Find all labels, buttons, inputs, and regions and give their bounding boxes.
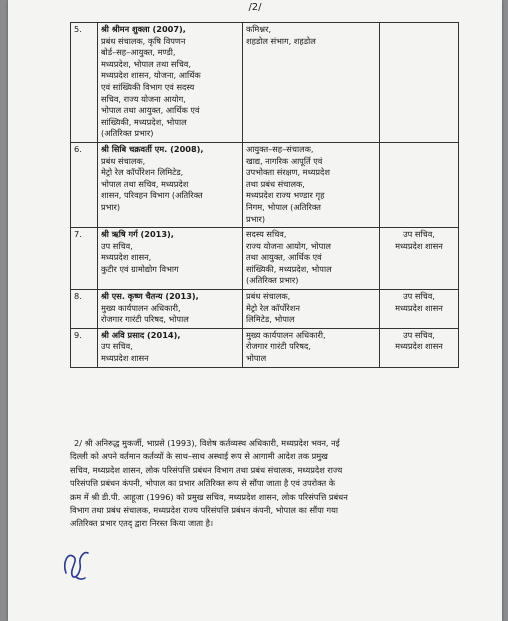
officer-name: श्री एस. कृष्ण चैतन्य (2013), xyxy=(101,291,199,302)
new-post-line: सांख्यिकी, मध्यप्रदेश, भोपाल xyxy=(246,263,332,274)
current-post-line: एवं सांख्यिकी विभाग एवं सदस्य xyxy=(101,81,195,92)
current-post-line: प्रभार) xyxy=(101,201,121,212)
additional-charge-cell xyxy=(380,142,459,227)
additional-charge-line: मध्यप्रदेश शासन xyxy=(395,240,443,251)
current-post-line: मेट्रो रेल कॉर्पोरेशन लिमिटेड, xyxy=(101,167,184,178)
paragraph-line: अतिरिक्त प्रभार एतद् द्वारा निरस्त किया जाता है। xyxy=(70,518,214,529)
current-post-line: भोपाल तथा आयुक्त, आर्थिक एवं xyxy=(101,105,200,116)
new-post-line: लिमिटेड, भोपाल xyxy=(246,314,295,325)
new-post-cell xyxy=(243,328,380,367)
new-post-line: भोपाल xyxy=(246,353,267,364)
new-post-line: कमिश्नर, xyxy=(246,24,272,34)
table-row xyxy=(71,290,459,329)
officer-name: श्री अवि प्रसाद (2014), xyxy=(101,329,181,340)
current-post-line: मध्यप्रदेश शासन xyxy=(101,353,149,364)
paragraph-line: दिल्ली को अपने वर्तमान कर्तव्यों के साथ–साथ अस्थाई रूप से आगामी आदेश तक प्रमुख xyxy=(70,451,328,462)
new-post-line: (अतिरिक्त प्रभार) xyxy=(246,275,299,286)
current-post-line: मध्यप्रदेश शासन, xyxy=(101,252,152,263)
officer-cell xyxy=(98,290,243,329)
document-page xyxy=(8,0,502,621)
additional-charge-line: उप सचिव, xyxy=(403,229,435,240)
new-post-line: मध्यप्रदेश राज्य भण्डार गृह xyxy=(246,190,325,201)
table-row xyxy=(71,23,459,143)
table-row xyxy=(71,142,459,227)
new-post-line: रोजगार गारंटी परिषद, xyxy=(246,341,311,352)
officer-name: श्री सिबि चक्रवर्ती एम. (2008), xyxy=(101,143,204,154)
new-post-cell xyxy=(243,290,380,329)
additional-charge-cell xyxy=(380,228,459,290)
page-number: /2/ xyxy=(248,2,262,13)
current-post-line: कुटीर एवं ग्रामोद्योग विभाग xyxy=(101,263,179,274)
table-row xyxy=(71,228,459,290)
row-number: 9. xyxy=(71,328,98,367)
current-post-line: भोपाल तथा सचिव, मध्यप्रदेश xyxy=(101,178,189,189)
new-post-line: खाद्य, नागरिक आपूर्ति एवं xyxy=(246,155,323,166)
new-post-line: मेट्रो रेल कॉर्पोरेशन xyxy=(246,302,300,313)
additional-charge-line: उप सचिव, xyxy=(403,329,435,340)
current-post-line: सचिव, राज्य योजना आयोग, xyxy=(101,93,186,104)
new-post-line: सदस्य सचिव, xyxy=(246,229,287,240)
additional-charge-line: मध्यप्रदेश शासन xyxy=(395,302,443,313)
current-post-line: बोर्ड–सह–आयुक्त, मण्डी, xyxy=(101,47,176,58)
paragraph-line: 2/ श्री अनिरुद्ध मुकर्जी, भाप्रसे (1993), विशेष कर्तव्यस्थ अधिकारी, मध्यप्रदेश भवन, नई xyxy=(74,438,340,448)
row-number: 6. xyxy=(71,142,98,227)
current-post-line: प्रबंध संचालक, xyxy=(101,155,146,166)
current-post-line: सांख्यिकी, मध्यप्रदेश, भोपाल xyxy=(101,116,187,127)
current-post-line: उप सचिव, xyxy=(101,240,133,251)
order-paragraph xyxy=(70,437,460,531)
paragraph-line: विभाग तथा प्रबंध संचालक, मध्यप्रदेश राज्य परिसंपत्ति प्रबंधन कंपनी, भोपाल का सौंपा गया xyxy=(70,505,338,516)
current-post-line: रोजगार गारंटी परिषद, भोपाल xyxy=(101,314,189,325)
row-number: 7. xyxy=(71,228,98,290)
new-post-line: तथा प्रबंध संचालक, xyxy=(246,178,305,189)
officer-cell xyxy=(98,228,243,290)
current-post-line: प्रबंध संचालक, कृषि विपणन xyxy=(101,35,186,46)
new-post-line: मुख्य कार्यपालन अधिकारी, xyxy=(246,329,326,340)
additional-charge-line: उप सचिव, xyxy=(403,291,435,302)
new-post-line: आयुक्त–सह–संचालक, xyxy=(246,143,314,154)
additional-charge-line: मध्यप्रदेश शासन xyxy=(395,341,443,352)
signature-initial xyxy=(58,543,92,583)
officer-name: श्री श्रीमन शुक्ला (2007), xyxy=(101,24,186,34)
new-post-line: तथा आयुक्त, आर्थिक एवं xyxy=(246,252,322,263)
current-post-line: शासन, परिवहन विभाग (अतिरिक्त xyxy=(101,190,203,201)
new-post-line: प्रबंध संचालक, xyxy=(246,291,291,302)
new-post-line: राज्य योजना आयोग, भोपाल xyxy=(246,240,331,251)
new-post-cell xyxy=(243,23,380,143)
paragraph-line: परिसंपत्ति प्रबंधन कंपनी, भोपाल का प्रभार अतिरिक्त रूप से सौंपा जाता है एवं उपरोक्त के xyxy=(70,478,336,489)
new-post-line: निगम, भोपाल (अतिरिक्त xyxy=(246,201,321,212)
new-post-line: प्रभार) xyxy=(246,213,266,224)
new-post-cell xyxy=(243,228,380,290)
additional-charge-cell xyxy=(380,328,459,367)
current-post-line: मुख्य कार्यपालन अधिकारी, xyxy=(101,302,181,313)
additional-charge-cell xyxy=(380,290,459,329)
current-post-line: मध्यप्रदेश, भोपाल तथा सचिव, xyxy=(101,58,191,69)
officer-cell xyxy=(98,328,243,367)
table-row xyxy=(71,328,459,367)
current-post-line: मध्यप्रदेश शासन, योजना, आर्थिक xyxy=(101,70,201,81)
row-number: 8. xyxy=(71,290,98,329)
new-post-cell xyxy=(243,142,380,227)
current-post-line: उप सचिव, xyxy=(101,341,133,352)
officer-cell xyxy=(98,142,243,227)
officer-cell xyxy=(98,23,243,143)
new-post-line: उपभोक्ता संरक्षण, मध्यप्रदेश xyxy=(246,167,330,178)
paragraph-line: क्रम में श्री डी.पी. आहूजा (1996) को प्रमुख सचिव, मध्यप्रदेश शासन, लोक परिसंपत्ति प्रबंधन xyxy=(70,491,348,502)
paragraph-line: सचिव, मध्यप्रदेश शासन, लोक परिसंपत्ति प्रबंधन विभाग तथा प्रबंध संचालक, मध्यप्रदेश राज्य xyxy=(70,464,343,475)
additional-charge-cell xyxy=(380,23,459,143)
officer-name: श्री ऋषि गर्ग (2013), xyxy=(101,229,174,240)
transfer-table xyxy=(70,22,459,368)
table-body xyxy=(71,23,459,368)
row-number: 5. xyxy=(71,23,98,143)
new-post-line: शहडोल संभाग, शहडोल xyxy=(246,35,316,46)
current-post-line: (अतिरिक्त प्रभार) xyxy=(101,128,154,139)
